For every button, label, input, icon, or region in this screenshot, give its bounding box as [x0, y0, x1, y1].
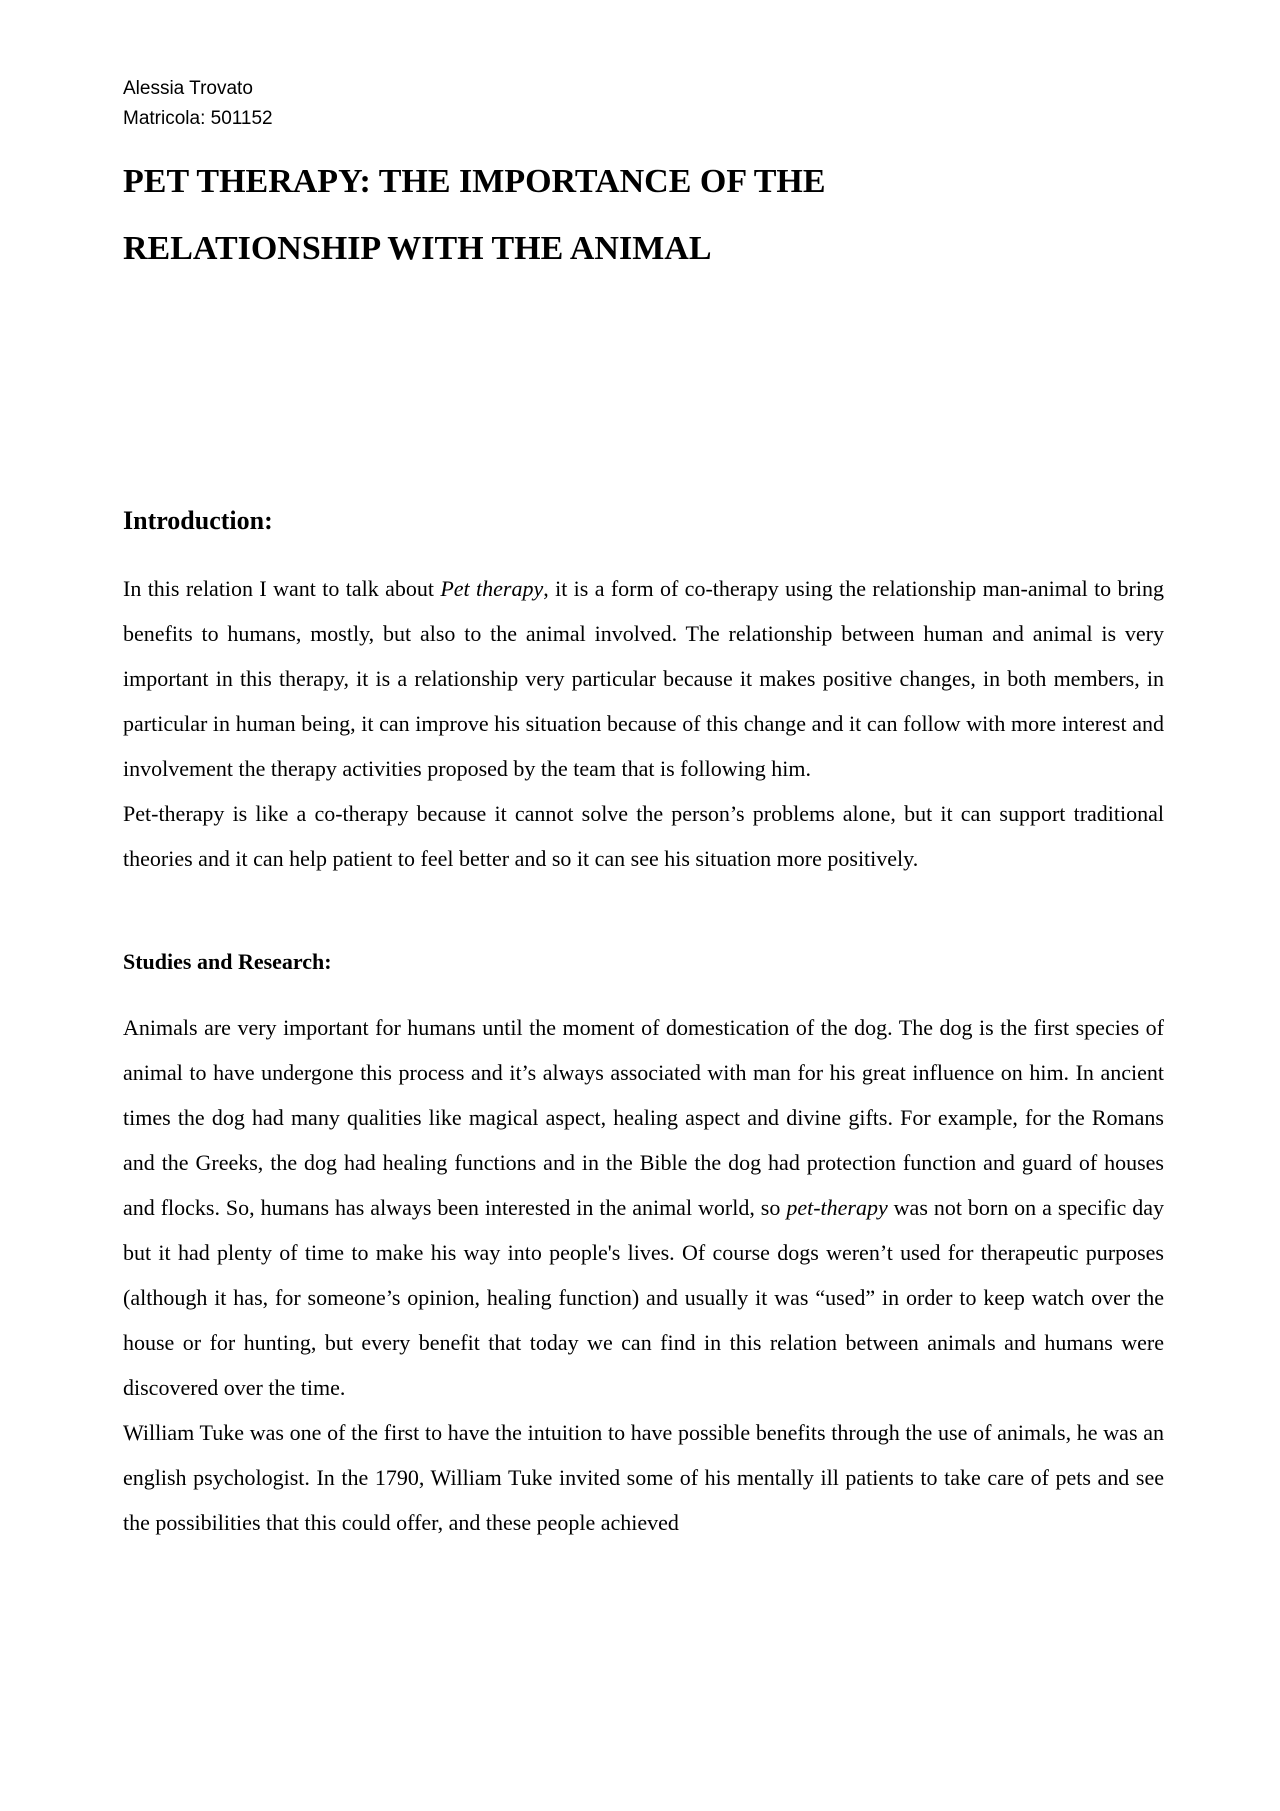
author-name: Alessia Trovato — [123, 78, 253, 99]
studies-section — [123, 1005, 1164, 1545]
studies-p1-text-b: was not born on a specific day but it had plenty of time to make his way into people's lives. Of course dogs weren’t used for therapeutic purposes (although it has, for someone’s opinion, healing function) and usually it was “used” in order to keep watch over the house or for hunting, but every benefit that today we can find in this relation between animals and humans were discovered over the time. — [123, 1195, 1164, 1400]
author-block — [123, 74, 1164, 134]
intro-p1-text-a: In this relation I want to talk about — [123, 576, 441, 601]
introduction-heading: Introduction: — [123, 506, 273, 535]
studies-p1-italic: pet-therapy — [786, 1195, 888, 1220]
title-line-2: RELATIONSHIP WITH THE ANIMAL — [123, 230, 712, 267]
introduction-paragraph-2: Pet-therapy is like a co-therapy because it cannot solve the person’s problems alone, but it can support traditional theories and it can help patient to feel better and so it can see his situation more positively. — [123, 801, 1164, 871]
document-page — [123, 74, 1164, 1545]
studies-heading: Studies and Research: — [123, 949, 332, 974]
introduction-paragraph-1 — [123, 566, 1164, 791]
studies-p1-text-a: Animals are very important for humans until the moment of domestication of the dog. The dog is the first species of animal to have undergone this process and it’s always associated with man for his great influence on him. In ancient times the dog had many qualities like magical aspect, healing aspect and divine gifts. For example, for the Romans and the Greeks, the dog had healing functions and in the Bible the dog had protection function and guard of houses and flocks. So, humans has always been interested in the animal world, so — [123, 1015, 1164, 1220]
studies-paragraph-2: William Tuke was one of the first to have the intuition to have possible benefits through the use of animals, he was an english psychologist. In the 1790, William Tuke invited some of his mentally ill patients to take care of pets and see the possibilities that this could offer, and these people achieved — [123, 1420, 1164, 1535]
intro-p1-italic: Pet therapy — [440, 576, 544, 601]
document-title — [123, 148, 1164, 282]
title-line-1: PET THERAPY: THE IMPORTANCE OF THE — [123, 163, 826, 200]
matricola-number: Matricola: 501152 — [123, 108, 273, 129]
intro-p1-text-b: , it is a form of co-therapy using the relationship man-animal to bring benefits to humans, mostly, but also to the animal involved. The relationship between human and animal is very important in this therapy, it is a relationship very particular because it makes positive changes, in both members, in particular in human being, it can improve his situation because of this change and it can follow with more interest and involvement the therapy activities proposed by the team that is following him. — [123, 576, 1164, 781]
studies-paragraph-1 — [123, 1005, 1164, 1410]
introduction-section — [123, 566, 1164, 881]
